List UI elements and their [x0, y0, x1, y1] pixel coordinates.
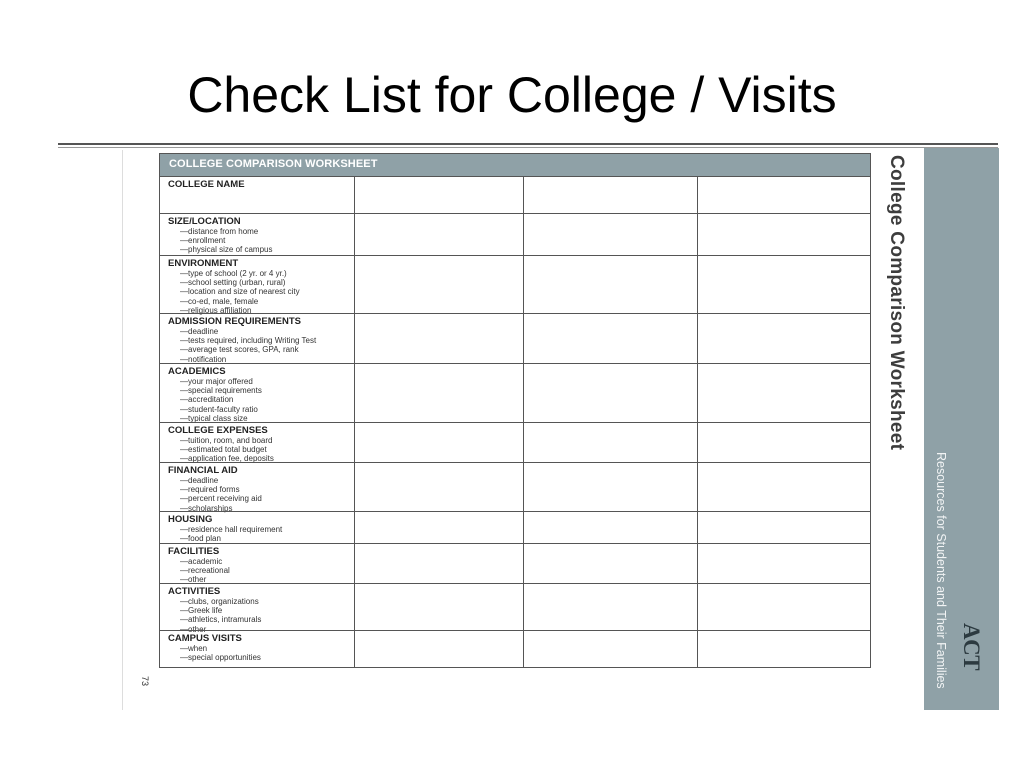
row-subitem: —religious affiliation	[180, 305, 252, 315]
row-subitem: —scholarships	[180, 503, 233, 513]
row-subitem: —enrollment	[180, 236, 226, 246]
row-subitem: —application fee, deposits	[180, 454, 274, 464]
college-3-cell[interactable]	[698, 631, 870, 668]
college-3-cell[interactable]	[698, 423, 870, 462]
row-title: CAMPUS VISITS	[168, 633, 242, 644]
act-logo: ACT	[959, 623, 984, 671]
worksheet-row	[160, 176, 870, 213]
row-label	[160, 177, 355, 213]
row-label	[160, 214, 355, 255]
row-label	[160, 631, 355, 668]
row-subitem: —tuition, room, and board	[180, 436, 273, 445]
row-subitem: —your major offered	[180, 377, 253, 386]
row-subitem: —Greek life	[180, 606, 223, 616]
row-label	[160, 584, 355, 634]
worksheet-row	[160, 213, 870, 255]
slide-title: Check List for College / Visits	[187, 67, 837, 123]
college-1-cell[interactable]	[355, 314, 524, 363]
college-2-cell[interactable]	[524, 314, 698, 363]
college-2-cell[interactable]	[524, 177, 698, 213]
row-title: ACTIVITIES	[168, 586, 221, 597]
row-title: ENVIRONMENT	[168, 258, 239, 269]
college-2-cell[interactable]	[524, 512, 698, 543]
worksheet-row	[160, 422, 870, 462]
row-subitem: —notification	[180, 354, 227, 364]
row-subitem: —food plan	[180, 534, 221, 544]
college-2-cell[interactable]	[524, 631, 698, 668]
worksheet-title: COLLEGE COMPARISON WORKSHEET	[169, 158, 378, 170]
college-2-cell[interactable]	[524, 423, 698, 462]
college-2-cell[interactable]	[524, 544, 698, 583]
college-1-cell[interactable]	[355, 256, 524, 313]
college-3-cell[interactable]	[698, 463, 870, 511]
worksheet-row	[160, 543, 870, 583]
sidebar-heading: College Comparison Worksheet	[886, 155, 907, 451]
college-2-cell[interactable]	[524, 584, 698, 630]
college-2-cell[interactable]	[524, 214, 698, 255]
college-3-cell[interactable]	[698, 544, 870, 583]
college-3-cell[interactable]	[698, 214, 870, 255]
row-subitem: —required forms	[180, 485, 240, 495]
row-subitem: —other	[180, 624, 207, 634]
college-1-cell[interactable]	[355, 584, 524, 630]
row-subitem: —type of school (2 yr. or 4 yr.)	[180, 269, 287, 278]
row-subitem: —deadline	[180, 476, 219, 485]
college-1-cell[interactable]	[355, 544, 524, 583]
row-subitem: —estimated total budget	[180, 445, 267, 455]
college-3-cell[interactable]	[698, 584, 870, 630]
worksheet-row	[160, 630, 870, 668]
row-label	[160, 314, 355, 363]
row-title: FACILITIES	[168, 546, 220, 557]
row-subitem: —average test scores, GPA, rank	[180, 345, 299, 355]
worksheet-row	[160, 363, 870, 422]
row-subitem: —athletics, intramurals	[180, 615, 262, 625]
row-label	[160, 256, 355, 313]
row-title: ADMISSION REQUIREMENTS	[168, 316, 302, 327]
college-3-cell[interactable]	[698, 512, 870, 543]
college-2-cell[interactable]	[524, 364, 698, 422]
row-title: COLLEGE NAME	[168, 179, 245, 190]
row-subitem: —school setting (urban, rural)	[180, 278, 286, 288]
row-label	[160, 463, 355, 511]
row-subitem: —special opportunities	[180, 653, 261, 663]
row-subitem: —deadline	[180, 327, 219, 336]
row-subitem: —student-faculty ratio	[180, 404, 258, 414]
college-2-cell[interactable]	[524, 463, 698, 511]
row-subitem: —when	[180, 644, 208, 653]
college-1-cell[interactable]	[355, 177, 524, 213]
college-2-cell[interactable]	[524, 256, 698, 313]
college-3-cell[interactable]	[698, 364, 870, 422]
row-subitem: —residence hall requirement	[180, 525, 283, 534]
sidebar-subtitle: Resources for Students and Their Families	[934, 452, 948, 689]
row-subitem: —special requirements	[180, 386, 262, 396]
worksheet-row	[160, 255, 870, 313]
college-1-cell[interactable]	[355, 463, 524, 511]
row-label	[160, 364, 355, 422]
row-title: ACADEMICS	[168, 366, 226, 377]
row-subitem: —percent receiving aid	[180, 494, 262, 504]
page-number: 73	[140, 676, 150, 687]
row-label	[160, 423, 355, 462]
row-title: FINANCIAL AID	[168, 465, 238, 476]
row-subitem: —accreditation	[180, 395, 234, 405]
row-title: SIZE/LOCATION	[168, 216, 241, 227]
worksheet-header	[160, 154, 870, 176]
title-divider	[58, 143, 998, 145]
college-1-cell[interactable]	[355, 364, 524, 422]
row-title: COLLEGE EXPENSES	[168, 425, 268, 436]
row-subitem: —typical class size	[180, 413, 248, 423]
worksheet-row	[160, 313, 870, 363]
worksheet-row	[160, 583, 870, 634]
worksheet-row	[160, 511, 870, 543]
college-1-cell[interactable]	[355, 512, 524, 543]
college-1-cell[interactable]	[355, 214, 524, 255]
row-subitem: —clubs, organizations	[180, 597, 259, 606]
row-label	[160, 544, 355, 583]
row-subitem: —location and size of nearest city	[180, 287, 300, 297]
row-title: HOUSING	[168, 514, 213, 525]
row-subitem: —physical size of campus	[180, 245, 273, 255]
row-label	[160, 512, 355, 543]
row-subitem: —distance from home	[180, 227, 259, 236]
row-subitem: —other	[180, 575, 207, 585]
college-3-cell[interactable]	[698, 177, 870, 213]
row-subitem: —recreational	[180, 566, 230, 576]
college-3-cell[interactable]	[698, 256, 870, 313]
scan-edge	[122, 150, 123, 710]
college-1-cell[interactable]	[355, 423, 524, 462]
row-subitem: —academic	[180, 557, 223, 566]
college-1-cell[interactable]	[355, 631, 524, 668]
row-subitem: —tests required, including Writing Test	[180, 336, 317, 346]
row-subitem: —co-ed, male, female	[180, 296, 259, 306]
college-comparison-worksheet	[159, 153, 871, 668]
worksheet-row	[160, 462, 870, 511]
title-divider-thin	[58, 147, 998, 148]
college-3-cell[interactable]	[698, 314, 870, 363]
